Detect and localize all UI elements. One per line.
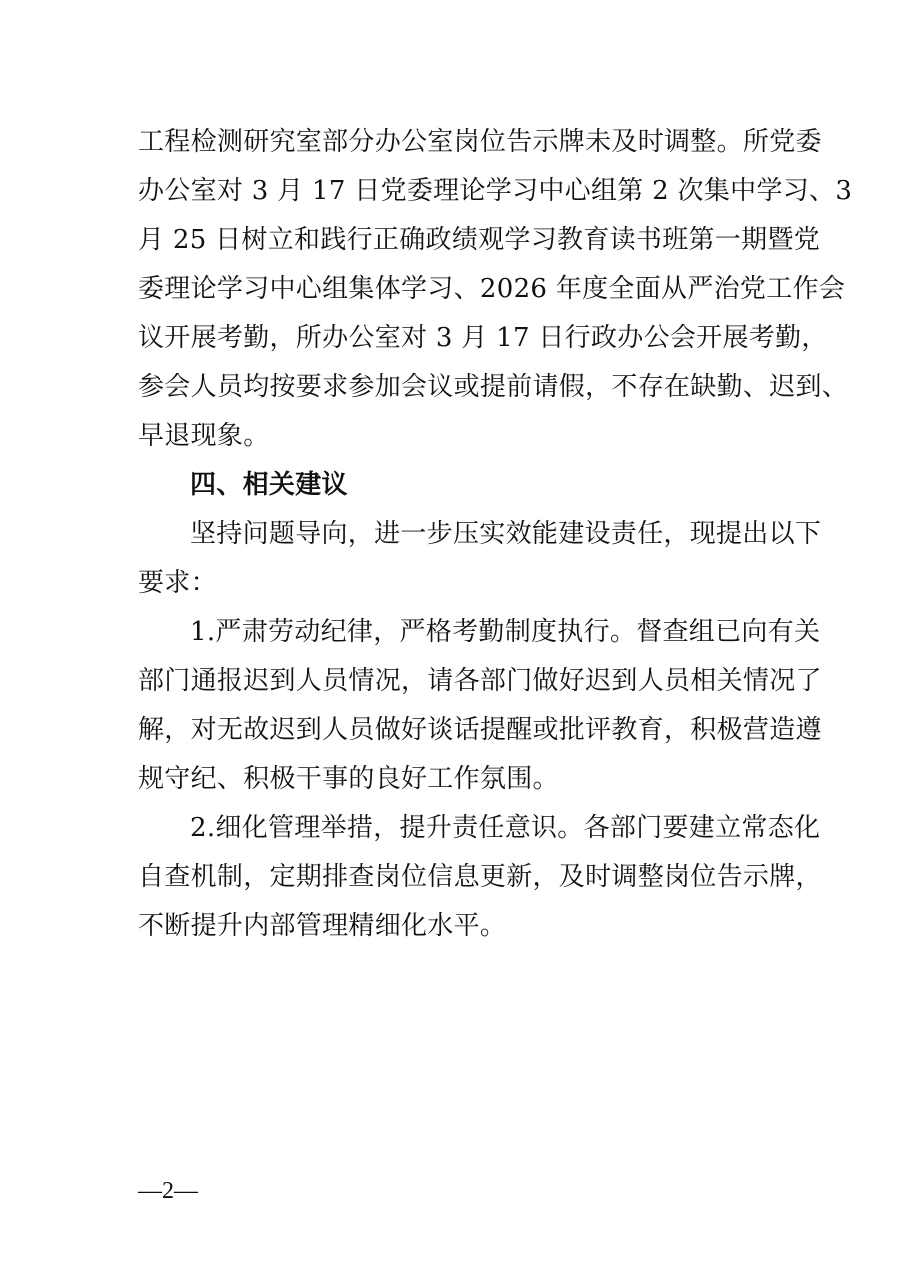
paragraph-line: 参会人员均按要求参加会议或提前请假，不存在缺勤、迟到、 [138,372,849,402]
paragraph-line: 议开展考勤，所办公室对 3 月 17 日行政办公会开展考勤， [138,323,828,353]
page-number: —2— [138,1178,198,1204]
paragraph-line: 委理论学习中心组集体学习、2026 年度全面从严治党工作会 [138,274,846,304]
list-item-line: 1.严肃劳动纪律，严格考勤制度执行。督查组已向有关 [190,617,821,647]
paragraph-line: 要求： [138,568,217,598]
document-body [138,118,853,951]
list-item-line: 解，对无故迟到人员做好谈话提醒或批评教育，积极营造遵 [138,715,822,745]
paragraph-line: 坚持问题导向，进一步压实效能建设责任，现提出以下 [190,519,822,549]
list-item-line: 2.细化管理举措，提升责任意识。各部门要建立常态化 [190,813,821,843]
list-item-line: 部门通报迟到人员情况，请各部门做好迟到人员相关情况了 [138,666,822,696]
section-heading: 四、相关建议 [190,470,348,500]
list-item-line: 自查机制，定期排查岗位信息更新，及时调整岗位告示牌， [138,862,822,892]
paragraph-line: 办公室对 3 月 17 日党委理论学习中心组第 2 次集中学习、3 [138,176,853,206]
paragraph-line: 月 25 日树立和践行正确政绩观学习教育读书班第一期暨党 [138,225,821,255]
list-item-line: 规守纪、积极干事的良好工作氛围。 [138,764,559,794]
paragraph-line: 工程检测研究室部分办公室岗位告示牌未及时调整。所党委 [138,127,822,157]
list-item-line: 不断提升内部管理精细化水平。 [138,911,507,941]
paragraph-line: 早退现象。 [138,421,270,451]
